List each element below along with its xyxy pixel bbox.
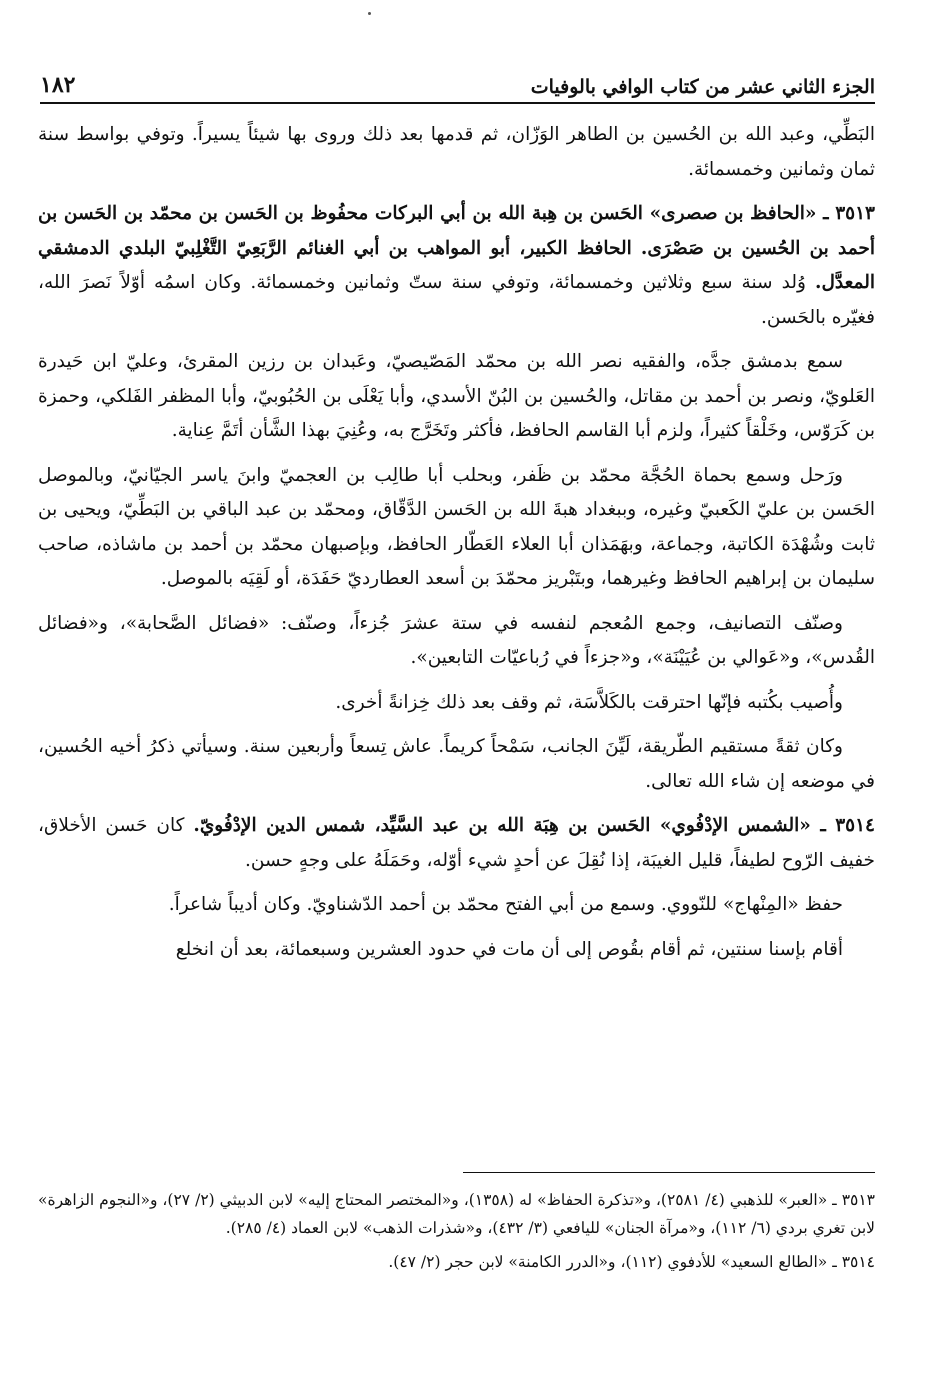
footnote-3514: ٣٥١٤ ـ «الطالع السعيد» للأدفوي (١١٢)، و«الدرر الكامنة» لابن حجر (٢/ ٤٧). <box>388 1253 875 1271</box>
paragraph: وكان ثقةً مستقيم الطّريقة، لَيِّنَ الجانب، سَمْحاً كريماً. عاش تِسعاً وأربعين سنة. وسيأتي ذكرُ أخيه الحُسين، في موضعه إن شاء الله تعالى. <box>38 736 875 792</box>
paragraph: وصنّف التصانيف، وجمع المُعجم لنفسه في ستة عشرَ جُزءاً، وصنّف: «فضائل الصَّحابة»، و«فضائل القُدس»، و«عَوالي بن عُيَيْنَة»، و«جزءاً في رُباعيّات التابعين». <box>38 612 875 668</box>
paragraph: البَطِّي، وعبد الله بن الحُسين بن الطاهر الوَزّان، ثم قدمها بعد ذلك وروى بها شيئاً يسيراً. وتوفي بواسط سنة ثمان وثمانين وخمسمائة. <box>38 124 875 180</box>
footnote-3513: ٣٥١٣ ـ «العبر» للذهبي (٤/ ٢٥٨١)، و«تذكرة الحفاظ» له (١٣٥٨)، و«المختصر المحتاج إليه» لابن الدبيثي (٢/ ٢٧)، و«النجوم الزاهرة» لابن تغري بردي (٦/ ١١٢)، و«مرآة الجنان» لليافعي (٣/ ٤٣٢)، و«شذرات الذهب» لابن العماد (٤/ ٢٨٥). <box>38 1191 875 1237</box>
paragraph: ورَحل وسمع بحماة الحُجَّة محمّد بن ظَفر، وبحلب أبا طالِب بن العجميّ وابنَ ياسر الجيّانيّ، وبالموصل الحَسن بن عليّ الكَعبيّ وغيره، وببغداد هبةَ الله بن الحَسن الدَّقّاق، ومحمّد بن عبد الباقي بن البَطِّيّ، ويحيى بن ثابت وشُهْدَة الكاتبة، وجماعة، وبهَمَذان أبا العلاء العَطّار الحافظ، وبإصبهان محمّد بن أحمد بن ماشاذه، صاحب سليمان بن إبراهيم الحافظ وغيرهما، وبتَبْريز محمّدَ بن أسعد العطارديّ حَفَدَة، أو لَقِيَه بالموصل. <box>38 464 875 589</box>
paragraph: حفظ «المِنْهاج» للنّووي. وسمع من أبي الفتح محمّد بن أحمد الدّشناويّ. وكان أديباً شاعراً. <box>168 894 843 915</box>
entry-3514 <box>38 809 875 878</box>
paragraph: سمع بدمشق جدَّه، والفقيه نصر الله بن محمّد المَصّيصيّ، وعَبدان بن رزين المقرئ، وعليّ ابن حَيدرة العَلويّ، ونصر بن أحمد بن مقاتل، والحُسين بن البُنّ الأسدي، وأبا يَعْلَى بن الحُبُوبيّ، وأبا المظفر الفَلكي، وحمزة بن كَرَوّس، وخَلْقاً كثيراً، ولزم أبا القاسم الحافظ، فأكثر وتَخَرَّج به، وعُنِيَ بهذا الشَّأن أتَمَّ عِناية. <box>38 351 875 441</box>
entry-text: وُلد سنة سبع وثلاثين وخمسمائة، وتوفي سنة ستّ وثمانين وخمسمائة. وكان اسمُه أوّلاً نَصرَ الله، فغيّره بالحَسن. <box>38 272 875 328</box>
entry-3513 <box>38 197 875 335</box>
scan-speck <box>368 12 371 15</box>
paragraph: أقام بإسنا سنتين، ثم أقام بقُوص إلى أن مات في حدود العشرين وسبعمائة، بعد أن انخلع <box>175 938 843 960</box>
entry-heading: ٣٥١٣ ـ «الحافظ بن صصرى» الحَسن بن هِبة الله بن أبي البركات محفُوظ بن الحَسن بن محمّد بن الحَسن بن أحمد بن الحُسين بن صَصْرَى. الحافظ الكبير، أبو المواهب بن أبي الغنائم الرَّبَعِيّ التَّغْلِبيّ البلدي الدمشقي المعدَّل. <box>38 203 875 293</box>
entry-text: كان حَسن الأخلاق، خفيف الرّوح لطيفاً، قليل الغيبَة، إذا نُقِلَ عن أحدٍ شيء أوّله، وحَمَلَهُ على وجهٍ حسن. <box>38 815 875 871</box>
paragraph: وأُصيب بكُتبه فإنّها احترقت بالكَلاَّسَة، ثم وقف بعد ذلك خِزانةً أخرى. <box>335 691 843 713</box>
page-number: ١٨٢ <box>40 72 76 98</box>
page-header <box>40 58 875 104</box>
running-title: الجزء الثاني عشر من كتاب الوافي بالوفيات <box>530 76 875 98</box>
footnotes <box>38 1186 875 1282</box>
footnote-divider <box>463 1172 875 1173</box>
entry-heading: ٣٥١٤ ـ «الشمس الإدْفُوي» الحَسن بن هِبَة الله بن عبد السَّيِّد، شمس الدين الإدْفُويّ. <box>193 815 875 836</box>
main-text <box>38 118 875 977</box>
